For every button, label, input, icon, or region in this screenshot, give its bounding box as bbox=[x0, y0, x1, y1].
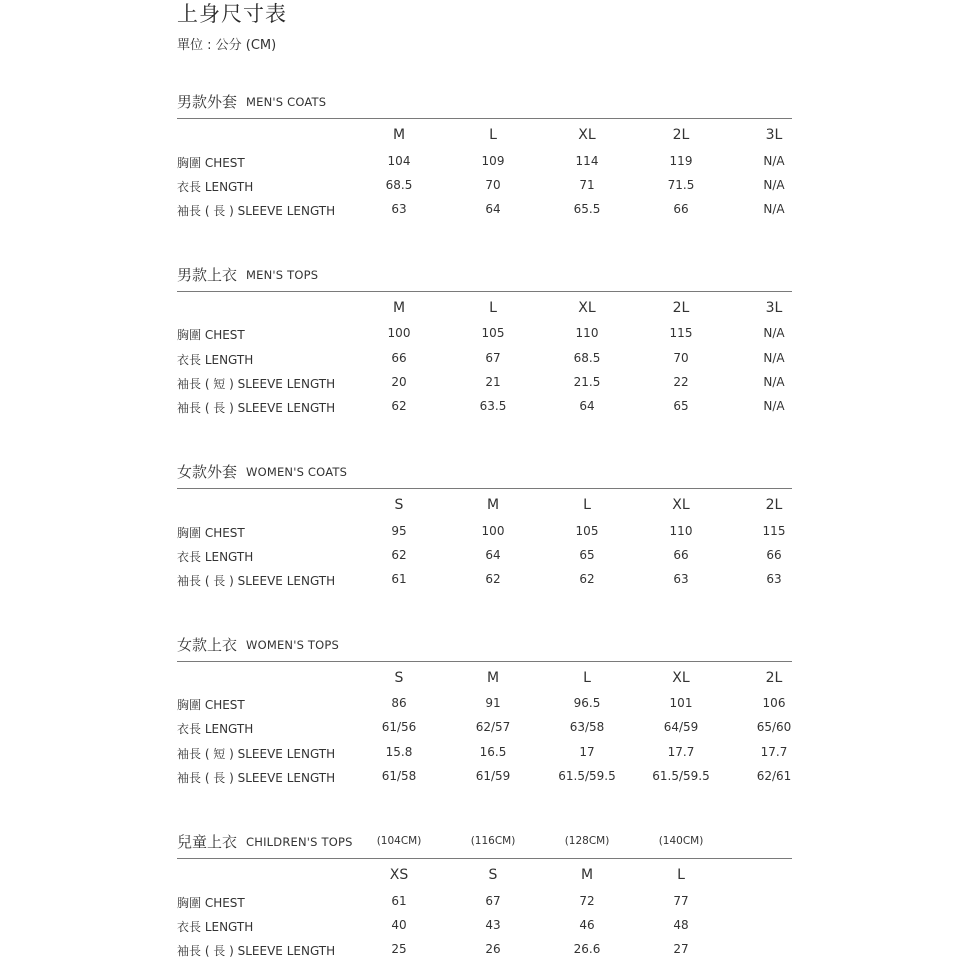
size-header-row bbox=[177, 867, 792, 887]
table-row bbox=[177, 918, 792, 938]
table-row bbox=[177, 942, 792, 962]
table-cell: N/A bbox=[763, 399, 785, 413]
table-cell: 115 bbox=[762, 524, 786, 538]
size-label: S bbox=[488, 867, 498, 883]
table-cell: 46 bbox=[579, 918, 595, 932]
table-cell: 62 bbox=[579, 572, 595, 586]
table-cell: 114 bbox=[575, 154, 599, 168]
table-cell: 101 bbox=[669, 696, 693, 710]
table-cell: 65 bbox=[673, 399, 689, 413]
table-cell: 91 bbox=[485, 696, 501, 710]
table-cell: 16.5 bbox=[479, 745, 507, 759]
table-cell: 17 bbox=[579, 745, 595, 759]
height-reference-row bbox=[177, 835, 792, 851]
size-label: M bbox=[486, 670, 500, 686]
row-label: 胸圍 CHEST bbox=[177, 698, 245, 712]
row-label: 胸圍 CHEST bbox=[177, 156, 245, 170]
size-label: L bbox=[677, 867, 685, 883]
table-cell: 66 bbox=[391, 351, 407, 365]
table-cell: 64 bbox=[485, 548, 501, 562]
table-cell: 115 bbox=[669, 326, 693, 340]
size-label: 2L bbox=[765, 670, 783, 686]
size-header-row bbox=[177, 127, 792, 147]
table-cell: 61/56 bbox=[381, 720, 417, 734]
row-label: 衣長 LENGTH bbox=[177, 920, 254, 934]
table-cell: 66 bbox=[673, 548, 689, 562]
table-cell: 61.5/59.5 bbox=[652, 769, 710, 783]
table-cell: 64/59 bbox=[663, 720, 699, 734]
size-label: XL bbox=[578, 300, 596, 316]
section-title-en: WOMEN'S TOPS bbox=[246, 638, 340, 652]
size-label: XL bbox=[672, 497, 690, 513]
table-cell: 100 bbox=[481, 524, 505, 538]
table-cell: 110 bbox=[575, 326, 599, 340]
section-title-zh: 女款外套 bbox=[177, 463, 238, 481]
table-cell: 22 bbox=[673, 375, 689, 389]
table-cell: 61/59 bbox=[475, 769, 511, 783]
row-label: 袖長 ( 長 ) SLEEVE LENGTH bbox=[177, 574, 336, 588]
size-table-womens-coats bbox=[177, 461, 792, 588]
table-cell: N/A bbox=[763, 202, 785, 216]
table-cell: N/A bbox=[763, 154, 785, 168]
size-header-row bbox=[177, 300, 792, 320]
table-row bbox=[177, 720, 792, 740]
row-label: 袖長 ( 長 ) SLEEVE LENGTH bbox=[177, 204, 336, 218]
table-cell: 63.5 bbox=[479, 399, 507, 413]
table-cell: 48 bbox=[673, 918, 689, 932]
section-divider bbox=[177, 291, 792, 292]
table-cell: 27 bbox=[673, 942, 689, 956]
table-cell: 72 bbox=[579, 894, 595, 908]
table-cell: 63 bbox=[766, 572, 782, 586]
table-cell: 104 bbox=[387, 154, 411, 168]
table-cell: 63/58 bbox=[569, 720, 605, 734]
table-cell: 100 bbox=[387, 326, 411, 340]
table-cell: 65/60 bbox=[756, 720, 792, 734]
height-label: (116CM) bbox=[470, 835, 516, 847]
page-title: 上身尺寸表 bbox=[177, 2, 287, 26]
table-cell: 67 bbox=[485, 894, 501, 908]
row-label: 胸圍 CHEST bbox=[177, 328, 245, 342]
size-label: S bbox=[394, 670, 404, 686]
table-cell: 61/58 bbox=[381, 769, 417, 783]
size-label: L bbox=[583, 670, 591, 686]
table-cell: 61 bbox=[391, 894, 407, 908]
table-cell: N/A bbox=[763, 326, 785, 340]
table-cell: 62 bbox=[391, 399, 407, 413]
table-cell: 68.5 bbox=[573, 351, 601, 365]
table-cell: 119 bbox=[669, 154, 693, 168]
table-cell: 70 bbox=[673, 351, 689, 365]
height-label: (104CM) bbox=[376, 835, 422, 847]
section-divider bbox=[177, 488, 792, 489]
size-label: 2L bbox=[672, 300, 690, 316]
table-cell: 71.5 bbox=[667, 178, 695, 192]
table-row bbox=[177, 154, 792, 174]
size-label: 3L bbox=[765, 300, 783, 316]
table-cell: 64 bbox=[485, 202, 501, 216]
table-cell: 67 bbox=[485, 351, 501, 365]
table-cell: 95 bbox=[391, 524, 407, 538]
size-label: M bbox=[392, 127, 406, 143]
section-title-zh: 兒童上衣 bbox=[177, 833, 238, 851]
section-divider bbox=[177, 858, 792, 859]
table-cell: 66 bbox=[673, 202, 689, 216]
table-cell: 26 bbox=[485, 942, 501, 956]
table-cell: 71 bbox=[579, 178, 595, 192]
size-table-childrens-tops bbox=[177, 831, 792, 958]
section-divider bbox=[177, 661, 792, 662]
table-cell: 66 bbox=[766, 548, 782, 562]
size-label: S bbox=[394, 497, 404, 513]
size-header-row bbox=[177, 670, 792, 690]
size-label: M bbox=[392, 300, 406, 316]
table-cell: 17.7 bbox=[667, 745, 695, 759]
row-label: 衣長 LENGTH bbox=[177, 353, 254, 367]
table-row bbox=[177, 351, 792, 371]
table-cell: N/A bbox=[763, 178, 785, 192]
table-cell: 25 bbox=[391, 942, 407, 956]
table-cell: 70 bbox=[485, 178, 501, 192]
row-label: 袖長 ( 長 ) SLEEVE LENGTH bbox=[177, 771, 336, 785]
table-cell: N/A bbox=[763, 375, 785, 389]
table-row bbox=[177, 524, 792, 544]
table-cell: 106 bbox=[762, 696, 786, 710]
section-divider bbox=[177, 118, 792, 119]
table-cell: 61.5/59.5 bbox=[558, 769, 616, 783]
size-header-row bbox=[177, 497, 792, 517]
row-label: 衣長 LENGTH bbox=[177, 180, 254, 194]
table-cell: 65.5 bbox=[573, 202, 601, 216]
table-cell: 63 bbox=[673, 572, 689, 586]
table-row bbox=[177, 178, 792, 198]
table-cell: 43 bbox=[485, 918, 501, 932]
table-cell: 109 bbox=[481, 154, 505, 168]
table-cell: 64 bbox=[579, 399, 595, 413]
table-cell: 77 bbox=[673, 894, 689, 908]
table-cell: 62/61 bbox=[756, 769, 792, 783]
size-label: 2L bbox=[672, 127, 690, 143]
size-label: XL bbox=[672, 670, 690, 686]
row-label: 袖長 ( 長 ) SLEEVE LENGTH bbox=[177, 944, 336, 958]
section-title-en: CHILDREN'S TOPS bbox=[246, 835, 353, 849]
size-table-mens-coats bbox=[177, 91, 792, 218]
table-row bbox=[177, 769, 792, 789]
table-cell: 63 bbox=[391, 202, 407, 216]
table-cell: 17.7 bbox=[760, 745, 788, 759]
height-label: (140CM) bbox=[658, 835, 704, 847]
table-cell: 62/57 bbox=[475, 720, 511, 734]
table-cell: 15.8 bbox=[385, 745, 413, 759]
table-cell: 96.5 bbox=[573, 696, 601, 710]
size-label: XL bbox=[578, 127, 596, 143]
table-cell: 105 bbox=[481, 326, 505, 340]
table-cell: 110 bbox=[669, 524, 693, 538]
size-label: 3L bbox=[765, 127, 783, 143]
height-label: (128CM) bbox=[564, 835, 610, 847]
section-title-en: MEN'S COATS bbox=[246, 95, 327, 109]
row-label: 袖長 ( 短 ) SLEEVE LENGTH bbox=[177, 377, 336, 391]
table-cell: 62 bbox=[391, 548, 407, 562]
section-title-zh: 男款外套 bbox=[177, 93, 238, 111]
table-row bbox=[177, 548, 792, 568]
table-cell: 21.5 bbox=[573, 375, 601, 389]
table-row bbox=[177, 202, 792, 222]
section-title-zh: 男款上衣 bbox=[177, 266, 238, 284]
table-row bbox=[177, 399, 792, 419]
table-cell: 26.6 bbox=[573, 942, 601, 956]
table-cell: 105 bbox=[575, 524, 599, 538]
row-label: 胸圍 CHEST bbox=[177, 896, 245, 910]
table-cell: 20 bbox=[391, 375, 407, 389]
row-label: 胸圍 CHEST bbox=[177, 526, 245, 540]
size-table-mens-tops bbox=[177, 264, 792, 415]
table-row bbox=[177, 745, 792, 765]
table-cell: 65 bbox=[579, 548, 595, 562]
size-label: L bbox=[583, 497, 591, 513]
table-row bbox=[177, 375, 792, 395]
table-cell: 21 bbox=[485, 375, 501, 389]
table-row bbox=[177, 696, 792, 716]
table-row bbox=[177, 894, 792, 914]
size-label: M bbox=[580, 867, 594, 883]
row-label: 衣長 LENGTH bbox=[177, 550, 254, 564]
section-title-en: MEN'S TOPS bbox=[246, 268, 319, 282]
row-label: 袖長 ( 長 ) SLEEVE LENGTH bbox=[177, 401, 336, 415]
row-label: 衣長 LENGTH bbox=[177, 722, 254, 736]
section-title-zh: 女款上衣 bbox=[177, 636, 238, 654]
table-row bbox=[177, 572, 792, 592]
table-cell: 86 bbox=[391, 696, 407, 710]
size-label: M bbox=[486, 497, 500, 513]
section-title-en: WOMEN'S COATS bbox=[246, 465, 348, 479]
row-label: 袖長 ( 短 ) SLEEVE LENGTH bbox=[177, 747, 336, 761]
size-label: L bbox=[489, 127, 497, 143]
table-cell: N/A bbox=[763, 351, 785, 365]
size-table-womens-tops bbox=[177, 634, 792, 785]
table-cell: 68.5 bbox=[385, 178, 413, 192]
table-cell: 40 bbox=[391, 918, 407, 932]
unit-label: 單位 : 公分 (CM) bbox=[177, 38, 277, 53]
size-label: L bbox=[489, 300, 497, 316]
size-label: 2L bbox=[765, 497, 783, 513]
table-row bbox=[177, 326, 792, 346]
table-cell: 62 bbox=[485, 572, 501, 586]
size-label: XS bbox=[389, 867, 409, 883]
table-cell: 61 bbox=[391, 572, 407, 586]
